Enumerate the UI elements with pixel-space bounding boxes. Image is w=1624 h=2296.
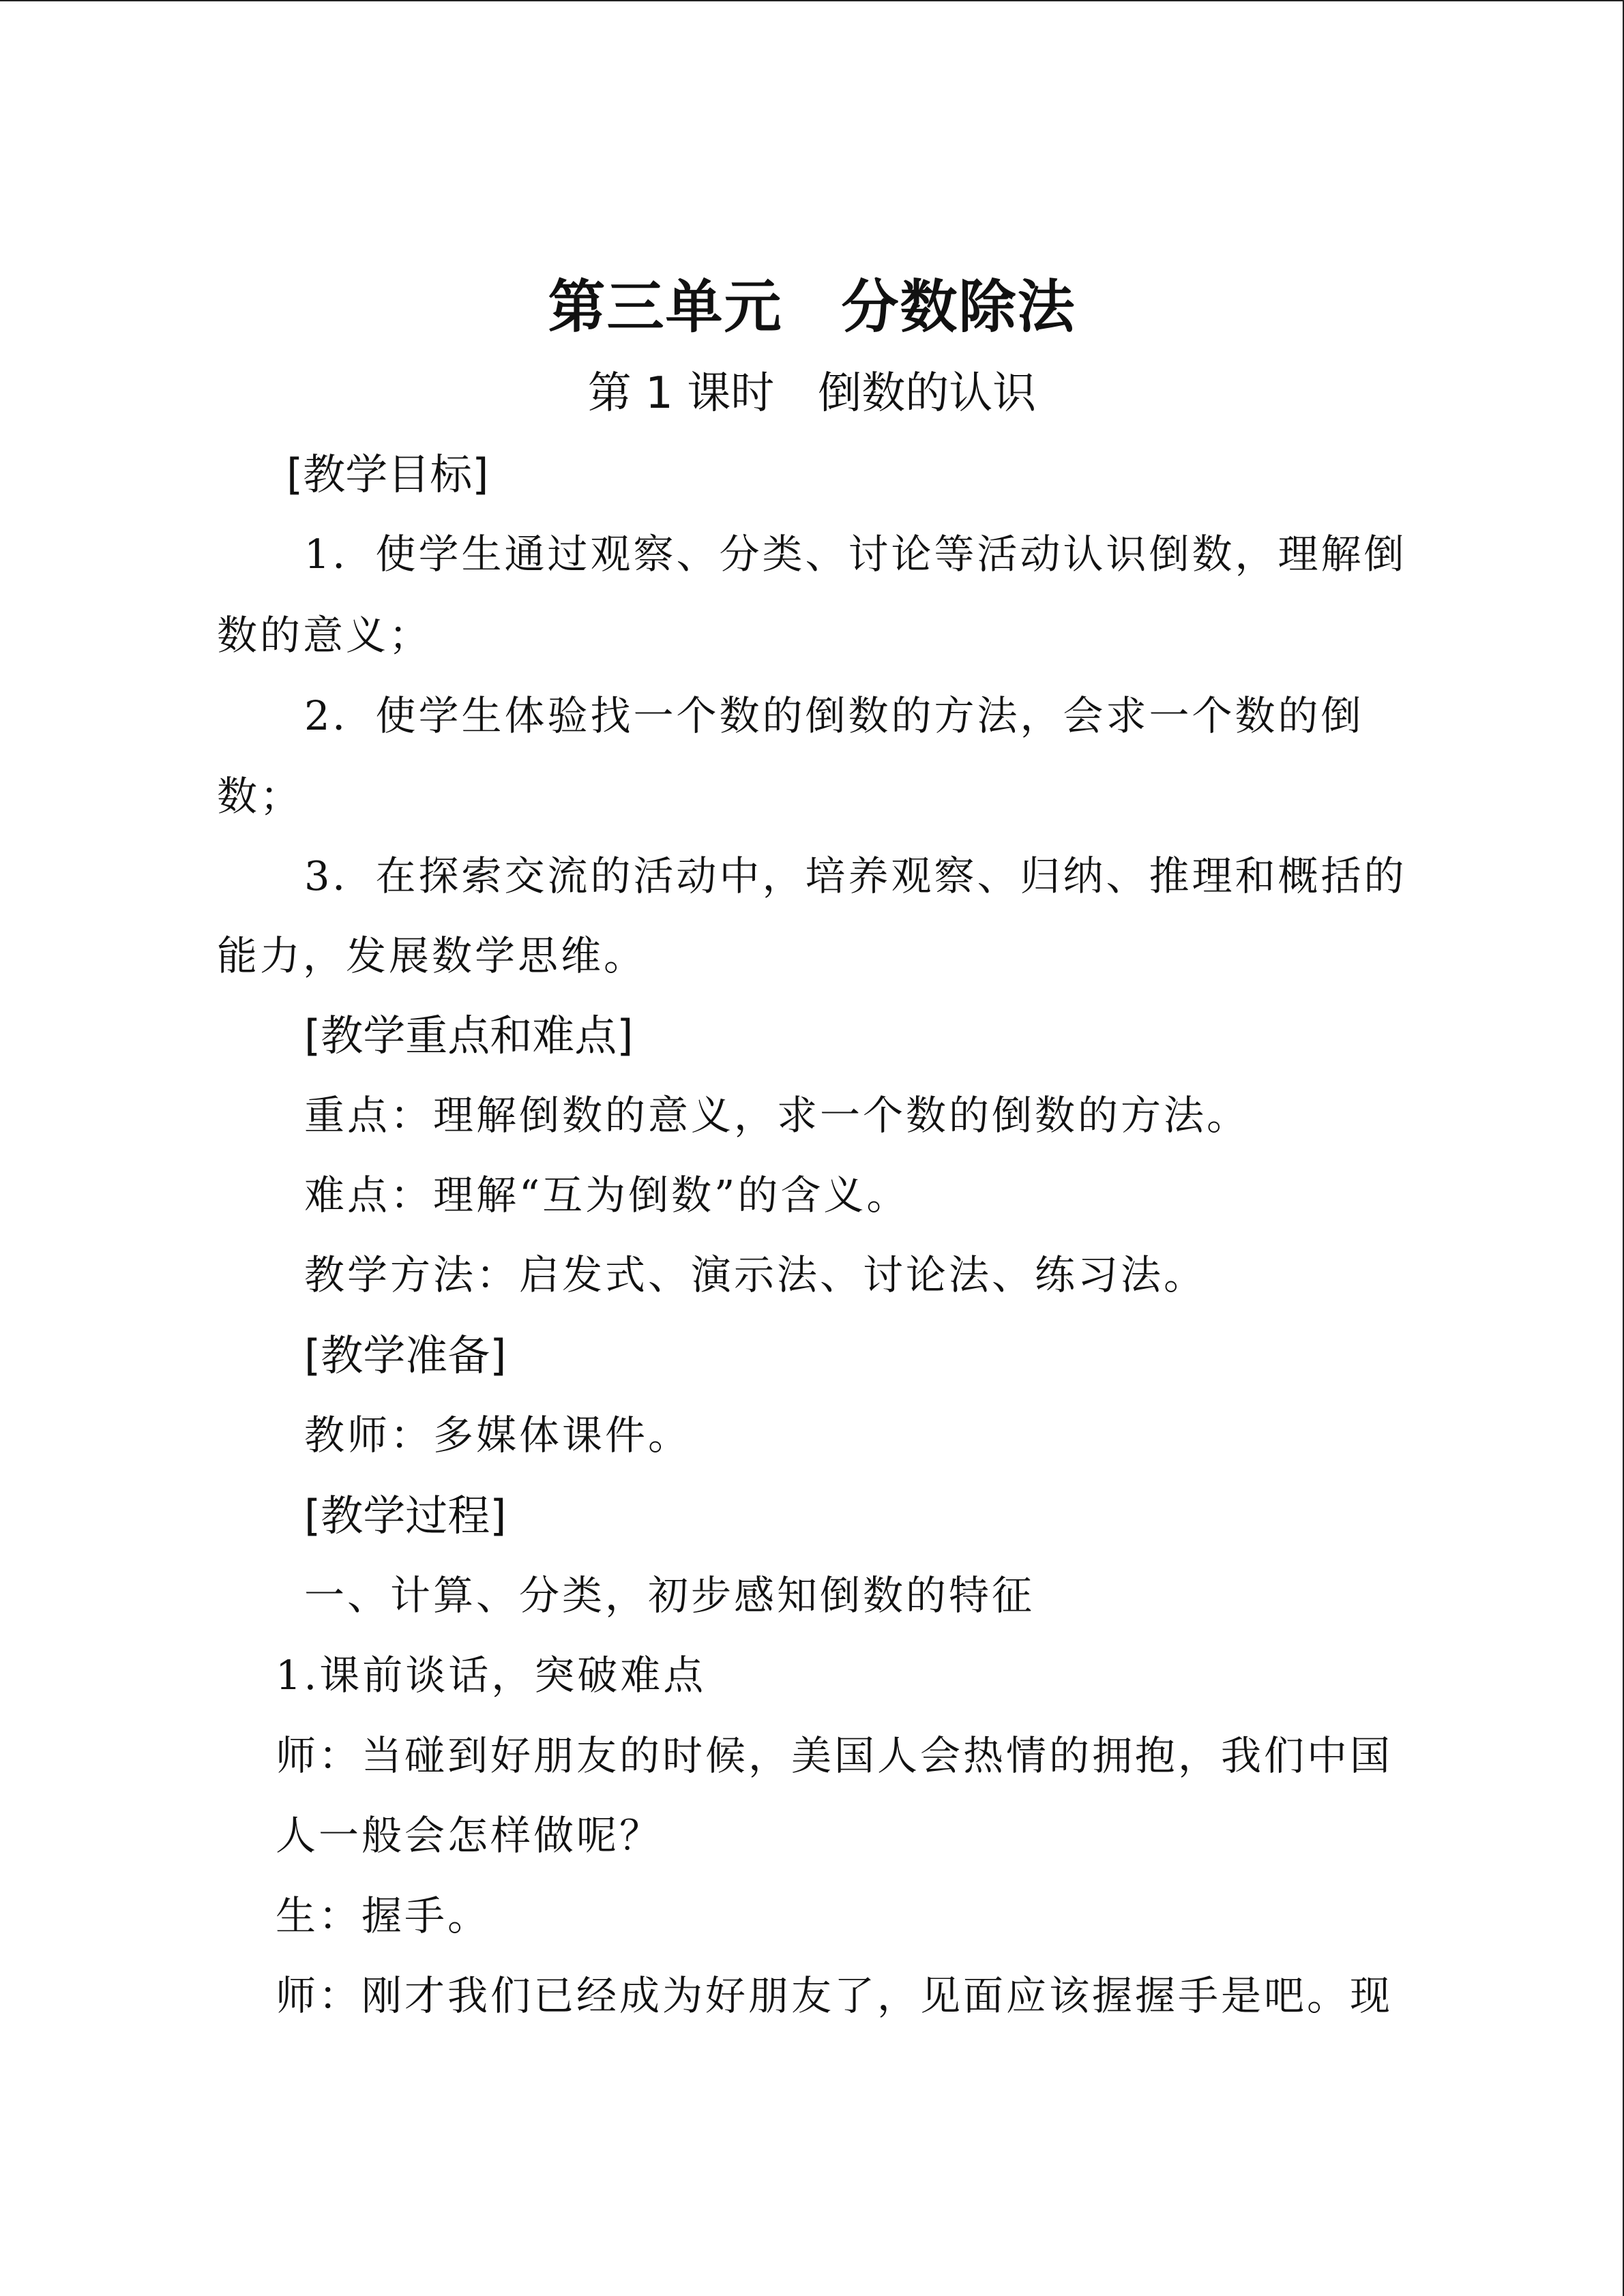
process-sub-1: 1.课前谈话，突破难点 xyxy=(276,1652,707,1699)
dialog-3: 师：刚才我们已经成为好朋友了，见面应该握握手是吧。现 xyxy=(276,1972,1393,2019)
difficult-point-text: 难点：理解“互为倒数”的含义。 xyxy=(304,1172,910,1219)
preparation-heading: [教学准备] xyxy=(304,1330,507,1380)
objective-2-line-2: 数； xyxy=(217,773,304,820)
process-heading: [教学过程] xyxy=(304,1491,507,1540)
objectives-heading: [教学目标] xyxy=(286,449,489,499)
dialog-1-line-1: 师：当碰到好朋友的时候，美国人会热情的拥抱，我们中国 xyxy=(276,1732,1393,1779)
page-subtitle: 第 1 课时 倒数的认识 xyxy=(587,368,1037,419)
key-point-text: 重点：理解倒数的意义，求一个数的倒数的方法。 xyxy=(304,1092,1250,1139)
objective-1-line-2: 数的意义； xyxy=(217,612,432,659)
page-title: 第三单元 分数除法 xyxy=(548,273,1076,340)
key-points-heading: [教学重点和难点] xyxy=(304,1011,634,1060)
methods-text: 教学方法：启发式、演示法、讨论法、练习法。 xyxy=(304,1251,1207,1298)
objective-3-line-2: 能力，发展数学思维。 xyxy=(217,932,647,979)
objective-2-line-1: 2．使学生体验找一个数的倒数的方法，会求一个数的倒 xyxy=(304,692,1364,739)
dialog-1-line-2: 人一般会怎样做呢？ xyxy=(276,1812,663,1859)
dialog-2: 生：握手。 xyxy=(276,1892,491,1939)
objective-1-line-1: 1．使学生通过观察、分类、讨论等活动认识倒数，理解倒 xyxy=(304,531,1407,578)
preparation-text: 教师：多媒体课件。 xyxy=(304,1412,692,1459)
process-step-1: 一、计算、分类，初步感知倒数的特征 xyxy=(304,1572,1035,1619)
objective-3-line-1: 3．在探索交流的活动中，培养观察、归纳、推理和概括的 xyxy=(304,852,1407,899)
